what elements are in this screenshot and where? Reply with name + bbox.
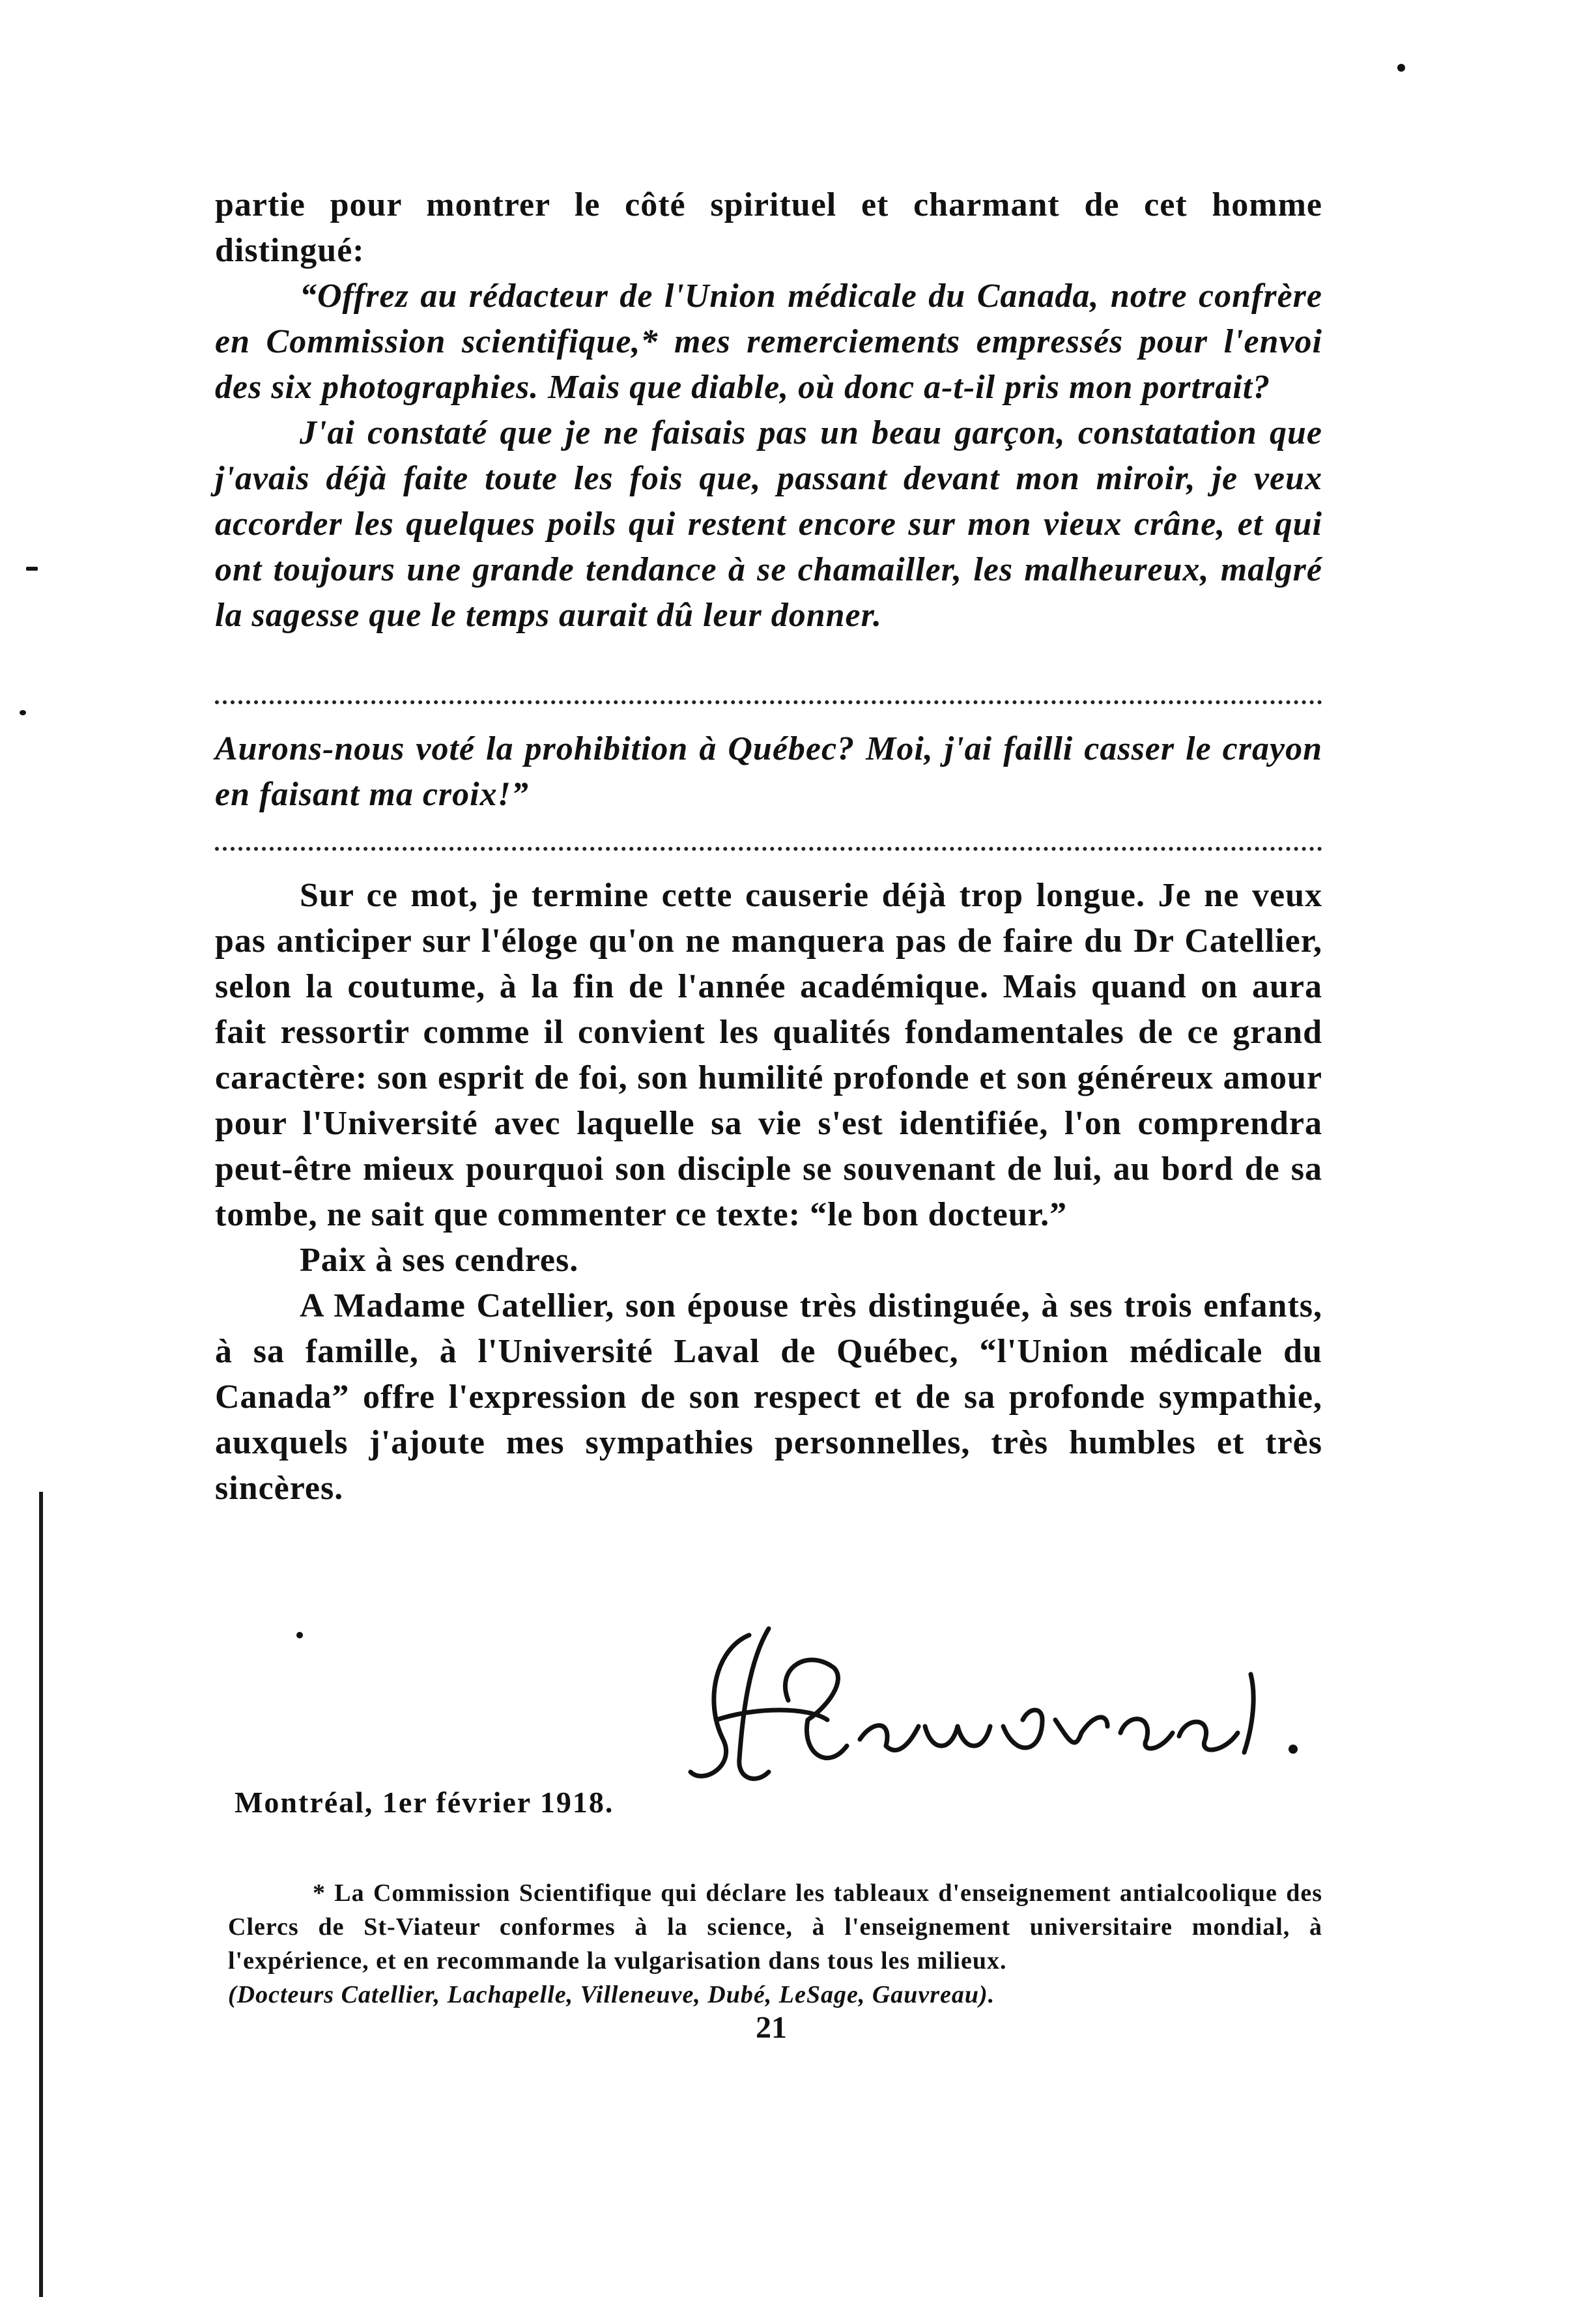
ellipsis-line: [215, 700, 1322, 704]
page-number: 21: [756, 2010, 787, 2045]
scan-speck: [26, 567, 38, 571]
footnote-names: (Docteurs Catellier, Lachapelle, Villeneuve, Dubé, LeSage, Gauvreau).: [228, 1981, 995, 2008]
quoted-letter-paragraph-1: “Offrez au rédacteur de l'Union médicale du Canada, notre confrère en Commission scientifique,* mes remerciements empressés pour l'envoi des six photographies. Mais que diable, où donc a-t-il pris mon portrait?: [215, 278, 1322, 406]
scan-margin-line: [39, 1492, 43, 2297]
closing-paragraph-3: A Madame Catellier, son épouse très distinguée, à ses trois enfants, à sa famille, à l'Université Laval de Québec, “l'Union médicale du Canada” offre l'expression de son respect et de sa profonde sympathie, auxquels j'ajoute mes sympathies personnelles, très humbles et très sincères.: [215, 1287, 1322, 1507]
letter-section: [215, 182, 1322, 638]
closing-paragraph-1: Sur ce mot, je termine cette causerie déjà trop longue. Je ne veux pas anticiper sur l'éloge qu'on ne manquera pas de faire du Dr Catellier, selon la coutume, à la fin de l'année académique. Mais quand on aura fait ressortir comme il convient les qualités fondamentales de ce grand caractère: son esprit de foi, son humilité profonde et son généreux amour pour l'Université avec laquelle sa vie s'est identifiée, l'on comprendra peut-être mieux pourquoi son disciple se souvenant de lui, au bord de sa tombe, ne sait que commenter ce texte: “le bon docteur.”: [215, 877, 1322, 1233]
intro-paragraph: partie pour montrer le côté spirituel et charmant de cet homme distingué:: [215, 186, 1322, 269]
quoted-letter-paragraph-3: Aurons-nous voté la prohibition à Québec? Moi, j'ai failli casser le crayon en faisant ma croix!”: [215, 730, 1322, 813]
closing-paragraph-2: Paix à ses cendres.: [300, 1242, 579, 1279]
signature-text: J. Gauvreau.: [677, 1609, 681, 1610]
scan-speck: [20, 710, 26, 715]
ellipsis-line: [215, 847, 1322, 851]
handwritten-signature: [677, 1609, 1316, 1805]
place-and-date: Montréal, 1er février 1918.: [235, 1786, 614, 1819]
letter-postscript: [215, 726, 1322, 818]
quoted-letter-paragraph-2: J'ai constaté que je ne faisais pas un beau garçon, constatation que j'avais déjà faite toute les fois que, passant devant mon miroir, je veux accorder les quelques poils qui restent encore sur mon vieux crâne, et qui ont toujours une grande tendance à se chamailler, les malheureux, malgré la sagesse que le temps aurait dû leur donner.: [215, 414, 1322, 634]
footnote: [228, 1876, 1322, 2012]
scan-speck: [1397, 64, 1405, 72]
scan-speck: [296, 1632, 303, 1638]
closing-section: [215, 873, 1322, 1511]
footnote-text: * La Commission Scientifique qui déclare les tableaux d'enseignement antialcoolique des Clercs de St-Viateur conformes à la science, à l'enseignement universitaire mondial, à l'expérience, et en recommande la vulgarisation dans tous les milieux.: [228, 1879, 1322, 1975]
